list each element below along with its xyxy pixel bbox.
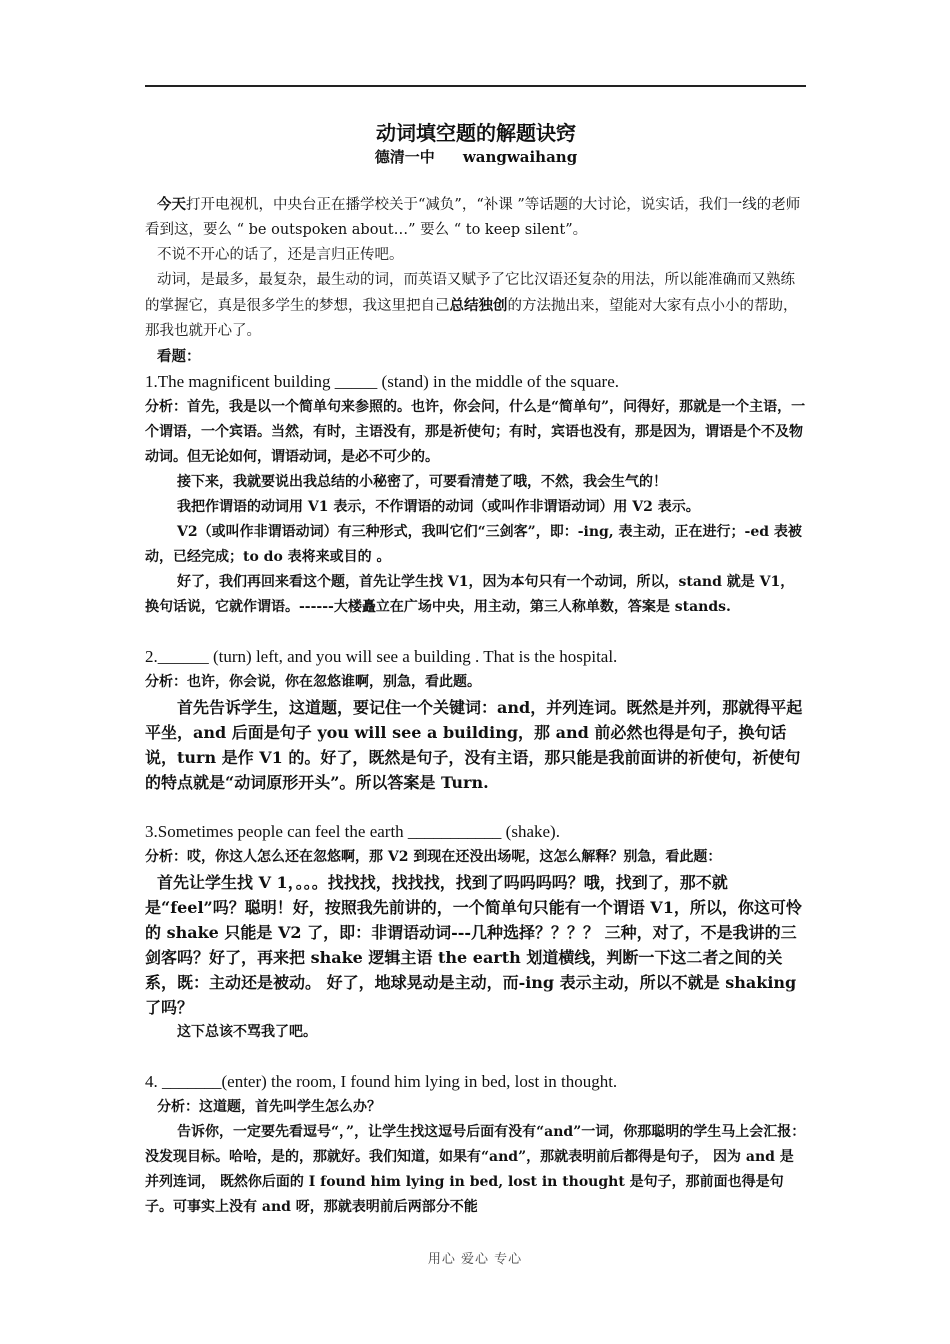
q1-analysis-4: V2（或叫作非谓语动词）有三种形式，我叫它们“三剑客”，即：-ing, 表主动，正在进行；-ed 表被动，已经完成；to do 表将来或目的 。: [145, 524, 802, 565]
q3-analysis-3: 这下总该不骂我了吧。: [177, 1024, 317, 1040]
intro-paragraph-2: 不说不开心的话了，还是言归正传吧。: [157, 247, 404, 263]
document-title: 动词填空题的解题诀窍: [376, 121, 576, 145]
q2-analysis-1: 分析：也许，你会说，你在忽悠谁啊，别急，看此题。: [145, 674, 481, 690]
school-name: 德清一中: [374, 148, 435, 166]
q1-analysis-1: 分析：首先，我是以一个简单句来参照的。也许，你会问，什么是“简单句”，问得好，那就是一个主语，一个谓语，一个宾语。当然，有时，主语没有，那是祈使句；有时，宾语也没有，那是因为，谓语是个不及物动词。但无论如何，谓语动词，是必不可少的。: [145, 399, 806, 465]
header-rule: [145, 85, 806, 87]
q4-analysis-2: 告诉你，一定要先看逗号“，”，让学生找这逗号后面有没有“and”一词，你那聪明的学生马上会汇报：没发现目标。哈哈，是的，那就好。我们知道，如果有“and”，那就表明前后都得是句子， 因为 and 是并列连词， 既然你后面的 I found him lying in bed, lost in thought 是句子，那前面也得是句子。可事实上没有 and 呀，那就表明前后两部分不能: [145, 1124, 806, 1215]
intro-paragraph-3: 动词，是最多，最复杂，最生动的词，而英语又赋予了它比汉语还复杂的用法，所以能准确而又熟练的掌握它，真是很多学生的梦想，我这里把自己总结独创的方法抛出来，望能对大家有点小小的帮助，那我也就开心了。: [145, 272, 798, 339]
q3-analysis-1: 分析：哎，你这人怎么还在忽悠啊，那 V2 到现在还没出场呢，这怎么解释？别急，看此题：: [145, 849, 722, 865]
q2-analysis-2: 首先告诉学生，这道题，要记住一个关键词：and，并列连词。既然是并列，那就得平起平坐，and 后面是句子 you will see a building，那 and 前必然也得是句子，换句话说，turn 是作 V1 的。好了，既然是句子，没有主语，那只能是我前面讲的祈使句，祈使句的特点就是“动词原形开头”。所以答案是 Turn.: [145, 698, 803, 792]
q1-analysis-5: 好了，我们再回来看这个题，首先让学生找 V1，因为本句只有一个动词，所以，stand 就是 V1，换句话说，它就作谓语。------大楼矗立在广场中央，用主动，第三人称单数，答案是 stands.: [145, 574, 795, 615]
page-footer: 用心 爱心 专心: [427, 1252, 523, 1267]
question-2: 2.______ (turn) left, and you will see a building . That is the hospital.: [145, 647, 618, 666]
q4-analysis-1: 分析：这道题，首先叫学生怎么办？: [157, 1099, 381, 1115]
q3-analysis-2: 首先让学生找 V 1，。。。找找找，找找找，找到了吗吗吗吗？哦，找到了，那不就是“feel”吗？聪明！好，按照我先前讲的，一个简单句只能有一个谓语 V1，所以，你这可怜的 shake 只能是 V2 了，即：非谓语动词---几种选择？？？？ 三种，对了，不是我讲的三剑客吗？好了，再来把 shake 逻辑主语 the earth 划道横线，判断一下这二者之间的关系，既：主动还是被动。 好了，地球晃动是主动，而-ing 表示主动，所以不就是 shaking 了吗？: [145, 873, 802, 1017]
question-1: 1.The magnificent building _____ (stand) in the middle of the square.: [145, 372, 619, 391]
q1-analysis-3: 我把作谓语的动词用 V1 表示，不作谓语的动词（或叫作非谓语动词）用 V2 表示。: [177, 499, 700, 515]
intro-lead: 今天: [157, 196, 186, 213]
look-heading: 看题：: [157, 348, 201, 365]
author-name: wangwaihang: [462, 148, 578, 166]
question-4: 4. _______(enter) the room, I found him lying in bed, lost in thought.: [145, 1072, 618, 1091]
document-body: [145, 120, 807, 1220]
intro-paragraph-1: 今天打开电视机，中央台正在播学校关于“减负”，“补课 ”等话题的大讨论，说实话，我们一线的老师看到这，要么 “ be outspoken about…” 要么 “ to keep silent”。: [145, 196, 801, 238]
question-3: 3.Sometimes people can feel the earth ___________ (shake).: [145, 822, 560, 841]
q1-analysis-2: 接下来，我就要说出我总结的小秘密了，可要看清楚了哦，不然，我会生气的！: [177, 474, 667, 490]
document-byline: [145, 146, 807, 168]
